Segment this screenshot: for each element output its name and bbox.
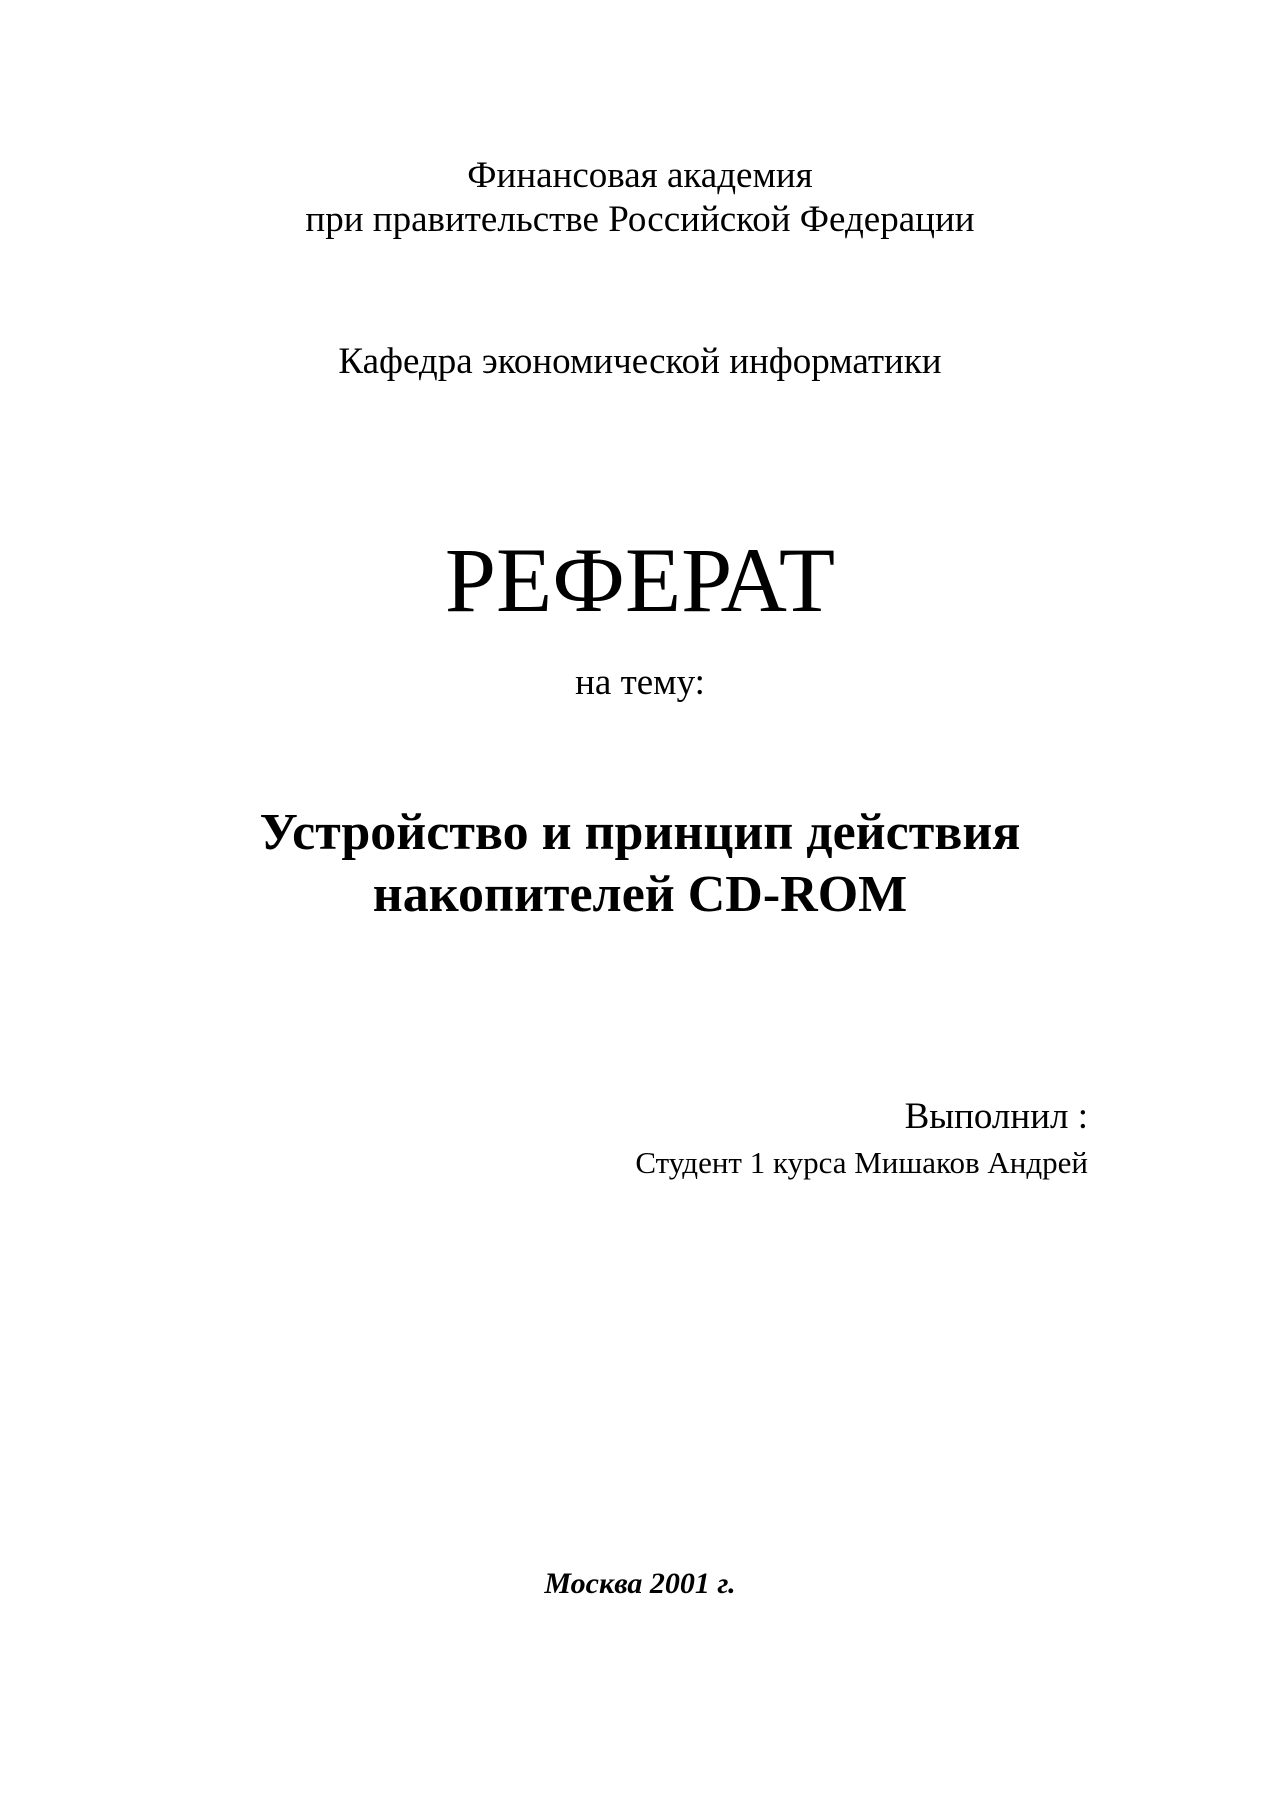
topic-title-line-2: накопителей CD-ROM: [372, 866, 908, 923]
department-name: Кафедра экономической информатики: [338, 341, 942, 382]
author-block: [635, 1093, 1088, 1185]
institution-subtitle: при правительстве Российской Федерации: [305, 199, 975, 240]
topic-title-line-1: Устройство и принцип действия: [259, 804, 1021, 861]
topic-intro: на тему:: [575, 662, 705, 703]
city-year: Москва 2001 г.: [544, 1567, 736, 1600]
institution-name: Финансовая академия: [467, 155, 813, 196]
author-name: Студент 1 курса Мишаков Андрей: [635, 1145, 1088, 1180]
author-label: Выполнил :: [904, 1096, 1088, 1137]
document-type-heading: РЕФЕРАТ: [444, 529, 836, 631]
